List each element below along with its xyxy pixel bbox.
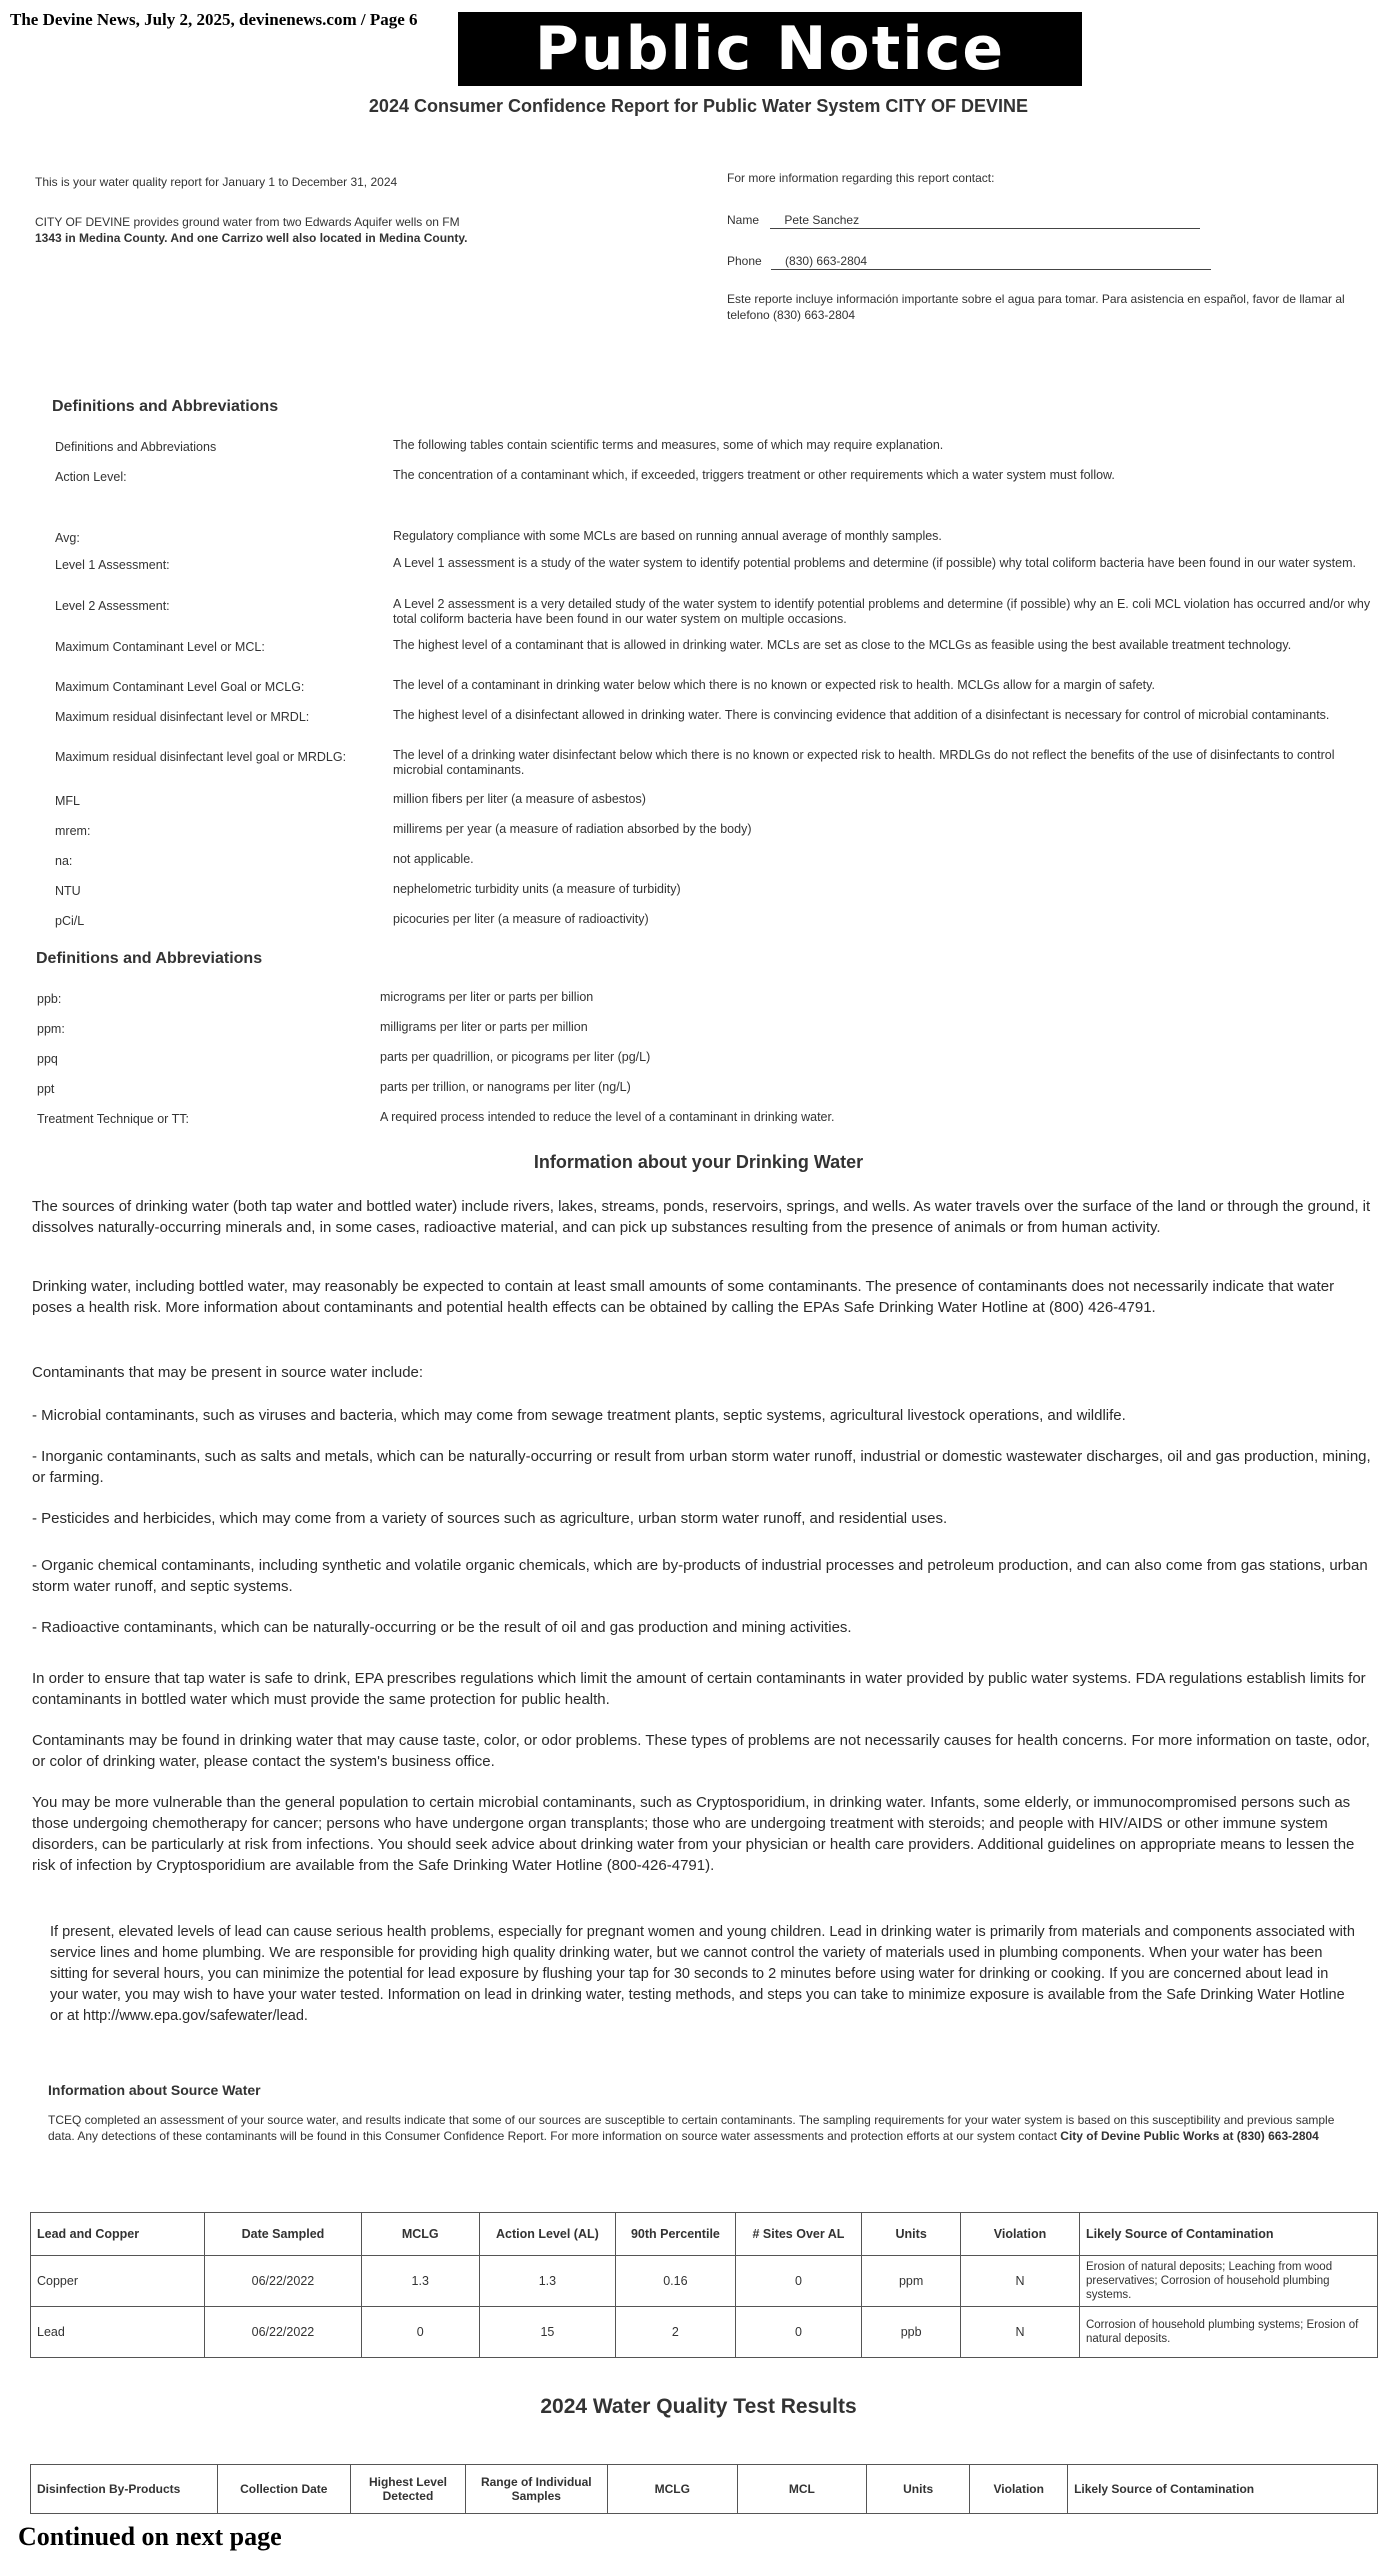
column-header: Likely Source of Contamination bbox=[1068, 2465, 1378, 2514]
table-cell: N bbox=[961, 2256, 1080, 2307]
info-paragraph: Contaminants that may be present in source water include: bbox=[32, 1364, 424, 1381]
definition-term: Action Level: bbox=[55, 470, 127, 484]
report-title: 2024 Consumer Confidence Report for Public Water System CITY OF DEVINE bbox=[368, 96, 1029, 116]
definition-text: nephelometric turbidity units (a measure of turbidity) bbox=[393, 882, 681, 896]
spanish-note: Este reporte incluye información importante sobre el agua para tomar. Para asistencia en español, favor de llamar al telefono (830) 663-2804 bbox=[727, 292, 1345, 322]
info-paragraph: - Pesticides and herbicides, which may come from a variety of sources such as agriculture, urban storm water runoff, and residential uses. bbox=[32, 1510, 948, 1527]
table-cell: 0 bbox=[735, 2256, 862, 2307]
disinfection-byproducts-table bbox=[30, 2464, 1378, 2514]
definition-text: million fibers per liter (a measure of asbestos) bbox=[393, 792, 646, 806]
table-cell: ppm bbox=[862, 2256, 961, 2307]
lead-copper-table bbox=[30, 2212, 1378, 2358]
definition-text: not applicable. bbox=[393, 852, 474, 866]
table-cell: Corrosion of household plumbing systems; Erosion of natural deposits. bbox=[1079, 2307, 1377, 2358]
definition-term: ppb: bbox=[37, 992, 62, 1006]
definition-term: Level 2 Assessment: bbox=[55, 599, 170, 613]
definition-text: A Level 2 assessment is a very detailed study of the water system to identify potential problems and determine (if possible) why an E. coli MCL violation has occurred and/or why total coliform bacteria have been found in our water system on multiple occasions. bbox=[393, 597, 1371, 626]
info-paragraph: The sources of drinking water (both tap water and bottled water) include rivers, lakes, streams, ponds, reservoirs, springs, and wells. As water travels over the surface of the land or through the ground, it dissolves naturally-occurring minerals and, in some cases, radioactive material, and can pick up substances resulting from the presence of animals or from human activity. bbox=[32, 1198, 1371, 1236]
phone-value: (830) 663-2804 bbox=[785, 254, 868, 268]
definition-text: The level of a contaminant in drinking water below which there is no known or expected risk to health. MCLGs allow for a margin of safety. bbox=[393, 678, 1155, 692]
definition-text: picocuries per liter (a measure of radioactivity) bbox=[393, 912, 649, 926]
definition-term: ppq bbox=[37, 1052, 58, 1066]
column-header: Likely Source of Contamination bbox=[1079, 2213, 1377, 2256]
table-cell: 06/22/2022 bbox=[205, 2256, 362, 2307]
info-paragraph: - Inorganic contaminants, such as salts and metals, which can be naturally-occurring or result from urban storm water runoff, industrial or domestic wastewater discharges, oil and gas production, mining, or farming. bbox=[32, 1448, 1371, 1486]
contact-heading: For more information regarding this report contact: bbox=[727, 171, 995, 185]
table-cell: 2 bbox=[616, 2307, 735, 2358]
source-water-text bbox=[48, 2112, 1358, 2144]
info-paragraph: Contaminants may be found in drinking water that may cause taste, color, or odor problems. These types of problems are not necessarily causes for health concerns. For more information on taste, odor, or color of drinking water, please contact the system's business office. bbox=[32, 1732, 1370, 1770]
table-cell: 0 bbox=[361, 2307, 479, 2358]
definition-text: milligrams per liter or parts per million bbox=[380, 1020, 588, 1034]
contact-phone bbox=[727, 253, 1327, 270]
lead-copper-header-row bbox=[31, 2213, 1378, 2256]
info-paragraph: In order to ensure that tap water is safe to drink, EPA prescribes regulations which limit the amount of certain contaminants in water provided by public water systems. FDA regulations establish limits for contaminants in bottled water which must provide the same protection for public health. bbox=[32, 1670, 1366, 1708]
definition-text: The level of a drinking water disinfectant below which there is no known or expected risk to health. MRDLGs do not reflect the benefits of the use of disinfectants to control microbial contaminants. bbox=[393, 748, 1335, 777]
table-cell: Lead bbox=[31, 2307, 205, 2358]
definition-text: parts per quadrillion, or picograms per liter (pg/L) bbox=[380, 1050, 651, 1064]
column-header: Units bbox=[866, 2465, 970, 2514]
table-cell: N bbox=[961, 2307, 1080, 2358]
table-cell: 0 bbox=[735, 2307, 862, 2358]
definitions-heading-2: Definitions and Abbreviations bbox=[36, 950, 263, 967]
info-paragraph: Drinking water, including bottled water, may reasonably be expected to contain at least small amounts of some contaminants. The presence of contaminants does not necessarily indicate that water poses a health risk. More information about contaminants and potential health effects can be obtained by calling the EPAs Safe Drinking Water Hotline at (800) 426-4791. bbox=[32, 1278, 1335, 1316]
definition-term: ppt bbox=[37, 1082, 55, 1096]
info-paragraph: - Organic chemical contaminants, including synthetic and volatile organic chemicals, which are by-products of industrial processes and petroleum production, and can also come from gas stations, urban storm water runoff, and septic systems. bbox=[32, 1557, 1368, 1595]
definition-term: mrem: bbox=[55, 824, 91, 838]
info-paragraph: If present, elevated levels of lead can cause serious health problems, especially for pregnant women and young children. Lead in drinking water is primarily from materials and components associated with service lines and home plumbing. We are responsible for providing high quality drinking water, but we cannot control the variety of materials used in plumbing components. When your water has been sitting for several hours, you can minimize the potential for lead exposure by flushing your tap for 30 seconds to 2 minutes before using water for drinking or cooking. If you are concerned about lead in your water, you may wish to have your water tested. Information on lead in drinking water, testing methods, and steps you can take to minimize exposure is available from the Safe Drinking Water Hotline or at http://www.epa.gov/safewater/lead. bbox=[50, 1924, 1355, 2024]
table-row bbox=[31, 2256, 1378, 2307]
definition-text: Regulatory compliance with some MCLs are based on running annual average of monthly samples. bbox=[393, 529, 942, 543]
column-header: Highest Level Detected bbox=[350, 2465, 465, 2514]
water-source-info bbox=[35, 214, 675, 246]
table-cell: Copper bbox=[31, 2256, 205, 2307]
definition-term: pCi/L bbox=[55, 914, 85, 928]
column-header: Disinfection By-Products bbox=[31, 2465, 218, 2514]
column-header: Date Sampled bbox=[205, 2213, 362, 2256]
column-header: MCL bbox=[737, 2465, 866, 2514]
water-source-line-2: 1343 in Medina County. And one Carrizo well also located in Medina County. bbox=[35, 231, 468, 245]
table-cell: 1.3 bbox=[361, 2256, 479, 2307]
table-cell: ppb bbox=[862, 2307, 961, 2358]
column-header: # Sites Over AL bbox=[735, 2213, 862, 2256]
definition-term: Maximum Contaminant Level or MCL: bbox=[55, 640, 265, 654]
column-header: MCLG bbox=[607, 2465, 737, 2514]
source-water-body: TCEQ completed an assessment of your source water, and results indicate that some of our sources are susceptible to certain contaminants. The sampling requirements for your water system is based on this susceptibility and previous sample data. Any detections of these contaminants will be found in this Consumer Confidence Report. For more information on source water assessments and protection efforts at our system contact bbox=[48, 2113, 1335, 2143]
drinking-water-heading: Information about your Drinking Water bbox=[533, 1152, 864, 1172]
definition-text: The concentration of a contaminant which, if exceeded, triggers treatment or other requirements which a water system must follow. bbox=[393, 468, 1115, 482]
column-header: Violation bbox=[961, 2213, 1080, 2256]
column-header: Violation bbox=[970, 2465, 1068, 2514]
source-water-contact: City of Devine Public Works at (830) 663-2804 bbox=[1060, 2129, 1319, 2143]
definition-term: Maximum residual disinfectant level or MRDL: bbox=[55, 710, 310, 724]
definition-text: The following tables contain scientific terms and measures, some of which may require explanation. bbox=[393, 438, 944, 452]
name-label: Name bbox=[727, 213, 760, 227]
table-cell: 15 bbox=[479, 2307, 616, 2358]
definition-term: Maximum Contaminant Level Goal or MCLG: bbox=[55, 680, 305, 694]
definition-text: parts per trillion, or nanograms per liter (ng/L) bbox=[380, 1080, 631, 1094]
table-cell: Erosion of natural deposits; Leaching from wood preservatives; Corrosion of household plumbing systems. bbox=[1079, 2256, 1377, 2307]
phone-label: Phone bbox=[727, 254, 762, 268]
definition-term: Definitions and Abbreviations bbox=[55, 440, 217, 454]
column-header: Range of Individual Samples bbox=[465, 2465, 607, 2514]
column-header: MCLG bbox=[361, 2213, 479, 2256]
definition-text: The highest level of a contaminant that is allowed in drinking water. MCLs are set as close to the MCLGs as feasible using the best available treatment technology. bbox=[393, 638, 1292, 652]
table-cell: 06/22/2022 bbox=[205, 2307, 362, 2358]
report-period: This is your water quality report for January 1 to December 31, 2024 bbox=[35, 175, 398, 189]
definition-text: A required process intended to reduce the level of a contaminant in drinking water. bbox=[380, 1110, 835, 1124]
definition-term: Avg: bbox=[55, 531, 80, 545]
source-water-heading: Information about Source Water bbox=[48, 2082, 261, 2098]
definition-text: micrograms per liter or parts per billion bbox=[380, 990, 594, 1004]
column-header: Units bbox=[862, 2213, 961, 2256]
table-cell: 1.3 bbox=[479, 2256, 616, 2307]
public-notice-banner: Public Notice bbox=[458, 12, 1082, 86]
definition-text: A Level 1 assessment is a study of the water system to identify potential problems and determine (if possible) why total coliform bacteria have been found in our water system. bbox=[393, 556, 1356, 570]
table-cell: 0.16 bbox=[616, 2256, 735, 2307]
column-header: Lead and Copper bbox=[31, 2213, 205, 2256]
definition-term: Maximum residual disinfectant level goal or MRDLG: bbox=[55, 750, 347, 764]
water-source-line-1: CITY OF DEVINE provides ground water from two Edwards Aquifer wells on FM bbox=[35, 215, 460, 229]
info-paragraph: - Radioactive contaminants, which can be naturally-occurring or be the result of oil and gas production and mining activities. bbox=[32, 1619, 852, 1636]
definition-term: MFL bbox=[55, 794, 80, 808]
table-row bbox=[31, 2307, 1378, 2358]
definition-text: millirems per year (a measure of radiation absorbed by the body) bbox=[393, 822, 752, 836]
masthead: The Devine News, July 2, 2025, devinenews.com / Page 6 bbox=[10, 10, 418, 29]
name-value: Pete Sanchez bbox=[784, 213, 860, 227]
definition-term: NTU bbox=[55, 884, 81, 898]
column-header: Action Level (AL) bbox=[479, 2213, 616, 2256]
column-header: Collection Date bbox=[217, 2465, 350, 2514]
definition-term: Treatment Technique or TT: bbox=[37, 1112, 189, 1126]
definitions-heading: Definitions and Abbreviations bbox=[52, 398, 279, 415]
definition-term: na: bbox=[55, 854, 73, 868]
results-heading: 2024 Water Quality Test Results bbox=[540, 2395, 857, 2418]
dbp-header-row bbox=[31, 2465, 1378, 2514]
info-paragraph: - Microbial contaminants, such as viruses and bacteria, which may come from sewage treatment plants, septic systems, agricultural livestock operations, and wildlife. bbox=[32, 1407, 1126, 1424]
contact-name bbox=[727, 212, 1327, 229]
column-header: 90th Percentile bbox=[616, 2213, 735, 2256]
info-paragraph: You may be more vulnerable than the general population to certain microbial contaminants, such as Cryptosporidium, in drinking water. Infants, some elderly, or immunocompromised persons such as those undergoing chemotherapy for cancer; persons who have undergone organ transplants; those who are undergoing treatment with steroids; and people with HIV/AIDS or other immune system disorders, can be particularly at risk from infections. You should seek advice about drinking water from your physician or health care providers. Additional guidelines on appropriate means to lessen the risk of infection by Cryptosporidium are available from the Safe Drinking Water Hotline (800-426-4791). bbox=[32, 1794, 1355, 1874]
continued-footer: Continued on next page bbox=[18, 2522, 282, 2551]
definition-term: Level 1 Assessment: bbox=[55, 558, 170, 572]
definition-text: The highest level of a disinfectant allowed in drinking water. There is convincing evidence that addition of a disinfectant is necessary for control of microbial contaminants. bbox=[393, 708, 1330, 722]
definition-term: ppm: bbox=[37, 1022, 65, 1036]
